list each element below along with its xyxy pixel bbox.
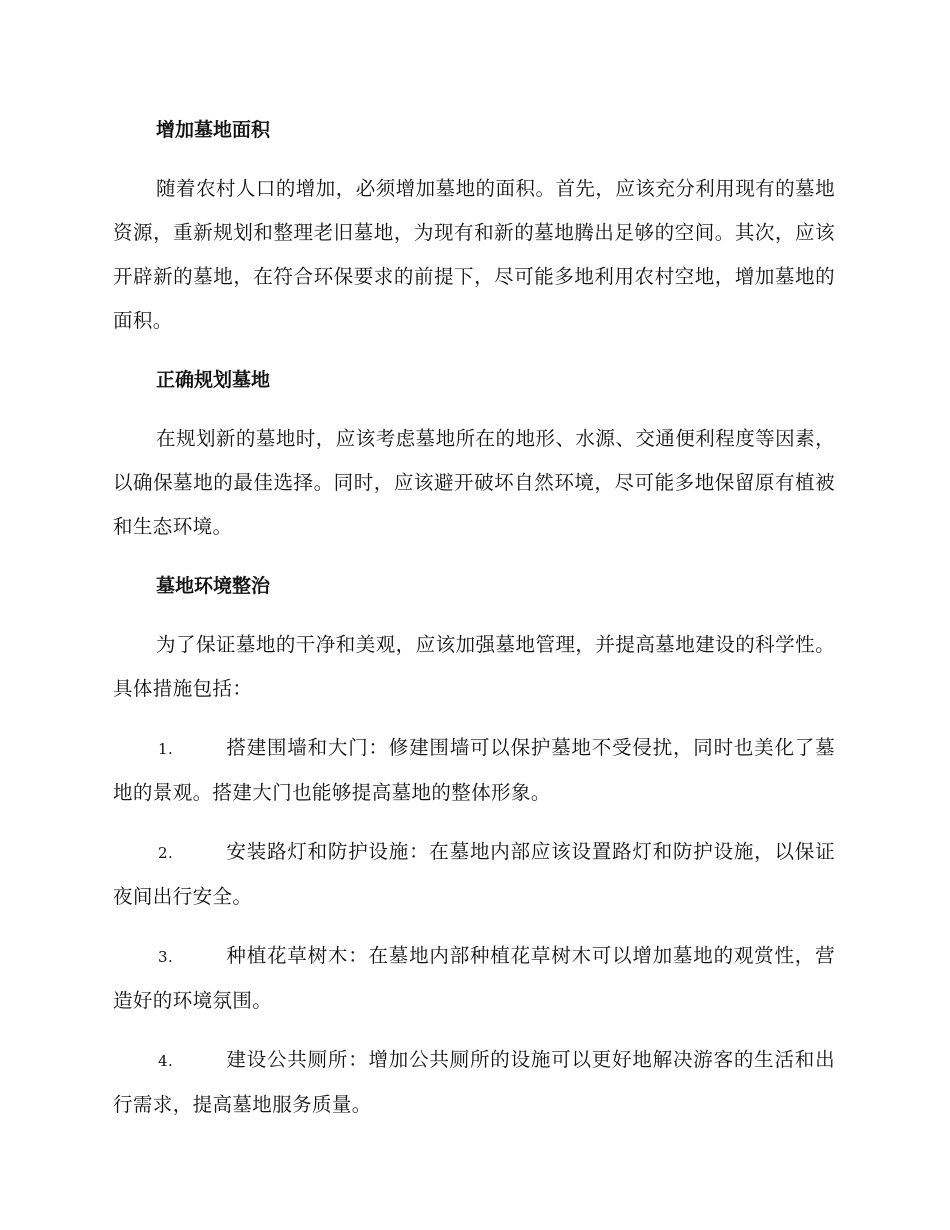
section-heading-increase-area: 增加墓地面积 <box>156 119 271 141</box>
list-item-number: 1. <box>158 740 174 758</box>
section-paragraph-environment: 为了保证墓地的干净和美观，应该加强墓地管理，并提高墓地建设的科学性。具体措施包括： <box>113 633 835 700</box>
section-paragraph-increase-area: 随着农村人口的增加，必须增加墓地的面积。首先，应该充分利用现有的墓地资源，重新规划和整理老旧墓地，为现有和新的墓地腾出足够的空间。其次，应该开辟新的墓地，在符合环保要求的前提下，尽可能多地利用农村空地，增加墓地的面积。 <box>113 177 835 332</box>
list-item-number: 2. <box>158 844 174 862</box>
section-heading-environment: 墓地环境整治 <box>156 575 271 597</box>
list-item <box>113 1038 835 1127</box>
list-item <box>113 934 835 1023</box>
list-item <box>113 726 835 815</box>
list-item-number: 3. <box>158 948 174 966</box>
document-body <box>113 108 835 1142</box>
list-item-text: 建设公共厕所：增加公共厕所的设施可以更好地解决游客的生活和出行需求，提高墓地服务质量。 <box>113 1048 835 1116</box>
list-item-number: 4. <box>158 1052 174 1070</box>
list-item-text: 种植花草树木：在墓地内部种植花草树木可以增加墓地的观赏性，营造好的环境氛围。 <box>113 944 835 1012</box>
list-item-text: 搭建围墙和大门：修建围墙可以保护墓地不受侵扰，同时也美化了墓地的景观。搭建大门也能够提高墓地的整体形象。 <box>113 736 835 804</box>
section-paragraph-planning: 在规划新的墓地时，应该考虑墓地所在的地形、水源、交通便利程度等因素，以确保墓地的最佳选择。同时，应该避开破坏自然环境，尽可能多地保留原有植被和生态环境。 <box>113 427 835 538</box>
section-heading-planning: 正确规划墓地 <box>156 369 271 391</box>
list-item-text: 安装路灯和防护设施：在墓地内部应该设置路灯和防护设施，以保证夜间出行安全。 <box>113 840 835 908</box>
list-item <box>113 830 835 919</box>
